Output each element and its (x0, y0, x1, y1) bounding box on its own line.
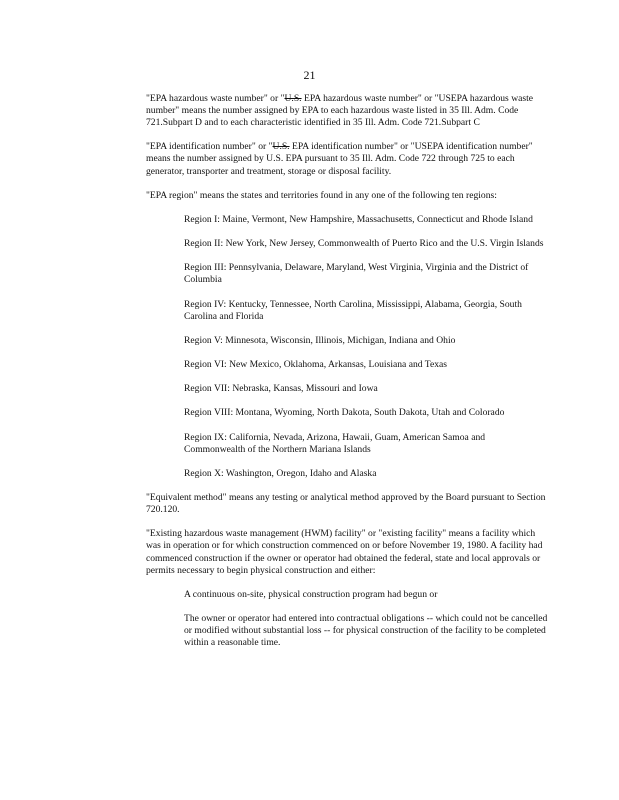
region-item: Region II: New York, New Jersey, Commonwealth of Puerto Rico and the U.S. Virgin Islands (184, 238, 544, 250)
region-item: Region X: Washington, Oregon, Idaho and Alaska (184, 467, 377, 479)
definition-epa-region: "EPA region" means the states and territories found in any one of the following ten regions: (146, 189, 497, 201)
region-item: Region IX: California, Nevada, Arizona, Hawaii, Guam, American Samoa and Commonwealth of the Northern Mariana Islands (184, 431, 486, 455)
region-item: Region III: Pennsylvania, Delaware, Maryland, West Virginia, Virginia and the District of Columbia (184, 262, 529, 286)
region-item: Region I: Maine, Vermont, New Hampshire, Massachusetts, Connecticut and Rhode Island (184, 213, 533, 225)
definition-epa-hazardous-waste-number (146, 93, 548, 129)
region-item: Region VI: New Mexico, Oklahoma, Arkansas, Louisiana and Texas (184, 359, 448, 371)
region-item: Region VII: Nebraska, Kansas, Missouri and Iowa (184, 383, 378, 395)
document-body (146, 93, 548, 661)
page-number: 21 (303, 68, 316, 82)
definition-text: "EPA identification number" or " (146, 141, 273, 153)
struck-text: U.S. (284, 93, 302, 104)
region-item: Region V: Minnesota, Wisconsin, Illinois, Michigan, Indiana and Ohio (184, 334, 456, 346)
definition-existing-facility: "Existing hazardous waste management (HWM) facility" or "existing facility" means a facility which was in operation or for which construction commenced on or before November 19, 1980. A facility had commenced construction if the owner or operator had obtained the federal, state and local approvals or permits necessary to begin physical construction and either: (146, 528, 543, 576)
existing-facility-item: A continuous on-site, physical construction program had begun or (184, 588, 438, 600)
region-item: Region VIII: Montana, Wyoming, North Dakota, South Dakota, Utah and Colorado (184, 407, 505, 419)
definition-text: "EPA hazardous waste number" or " (146, 93, 285, 104)
definition-text: EPA hazardous waste number" or "USEPA hazardous waste number" means the number assigned by EPA to each hazardous waste listed in 35 Ill. Adm. Code 721.Subpart D and to each characteristic identified in 35 Ill. Adm. Code 721.Subpart C (146, 93, 534, 129)
existing-facility-item: The owner or operator had entered into contractual obligations -- which could not be cancelled or modified without substantial loss -- for physical construction of the facility to be completed within a reasonable time. (184, 613, 548, 649)
definition-text: EPA identification number" or "USEPA identification number" means the number assigned by U.S. EPA pursuant to 35 Ill. Adm. Code 722 through 725 to each generator, transporter and treatment, storage or disposal facility. (146, 141, 533, 177)
definition-equivalent-method: "Equivalent method" means any testing or analytical method approved by the Board pursuant to Section 720.120. (146, 492, 546, 516)
struck-text: U.S. (272, 141, 290, 153)
region-item: Region IV: Kentucky, Tennessee, North Carolina, Mississippi, Alabama, Georgia, South Carolina and Florida (184, 298, 522, 322)
definition-epa-identification-number (146, 141, 548, 177)
